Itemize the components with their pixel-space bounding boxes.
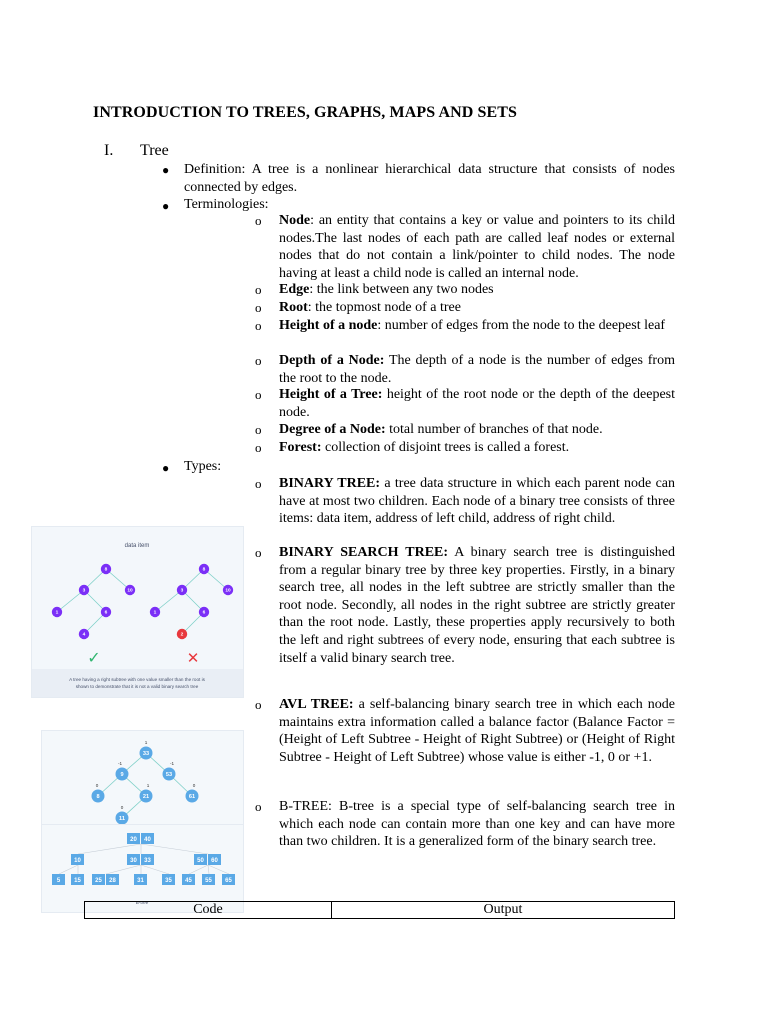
balance-factor: 1 xyxy=(146,783,150,788)
term-item xyxy=(279,421,675,439)
tree-edge xyxy=(78,844,141,854)
tree-edge xyxy=(189,865,208,874)
avl-node xyxy=(116,768,129,781)
type-item xyxy=(279,696,675,766)
btree-key: 5 xyxy=(56,878,61,884)
term-text: : number of edges from the node to the deepest leaf xyxy=(377,318,666,333)
bst-caption-1: A tree having a right subtree with one value smaller than the root is xyxy=(69,677,205,682)
node-value: 33 xyxy=(142,750,150,757)
node-value: 61 xyxy=(188,793,196,800)
tree-edge xyxy=(208,865,209,874)
definition-label: Definition: xyxy=(184,162,246,177)
node-value: 1 xyxy=(153,610,157,616)
avl-node xyxy=(163,768,176,781)
table-header-output: Output xyxy=(332,902,675,919)
term-item xyxy=(279,299,675,317)
section-number: I. xyxy=(104,142,114,159)
node-value: 4 xyxy=(82,632,86,638)
list-marker-icon: o xyxy=(255,318,262,333)
bst-node xyxy=(125,585,135,595)
node-value: 2 xyxy=(180,632,184,638)
balance-factor: 0 xyxy=(95,783,99,788)
bullet-icon: ● xyxy=(162,199,170,213)
bst-caption-2: shown to demonstrate that it is not a valid binary search tree xyxy=(75,684,199,689)
list-marker-icon: o xyxy=(255,213,262,228)
btree-key: 15 xyxy=(74,878,81,884)
node-value: 8 xyxy=(104,567,108,573)
bst-node xyxy=(223,585,233,595)
term-term: Depth of a Node: xyxy=(279,353,385,368)
code-output-table xyxy=(84,901,675,919)
type-item xyxy=(279,475,675,528)
term-item xyxy=(279,386,675,421)
tree-edge xyxy=(57,590,84,612)
bst-node xyxy=(79,585,89,595)
node-value: 11 xyxy=(119,815,125,822)
node-value: 6 xyxy=(202,610,206,616)
term-text: collection of disjoint trees is called a forest. xyxy=(321,440,570,455)
btree-node xyxy=(71,854,84,865)
term-item xyxy=(279,439,675,457)
bst-node xyxy=(150,607,160,617)
avl-node xyxy=(140,790,153,803)
btree-key: 25 xyxy=(95,878,102,884)
type-item xyxy=(279,798,675,851)
term-term: Height of a Tree: xyxy=(279,387,383,402)
term-term: Forest: xyxy=(279,440,322,455)
type-term: AVL TREE: xyxy=(279,697,354,712)
balance-factor: -1 xyxy=(117,761,123,766)
avl-node xyxy=(92,790,105,803)
bst-valid-tree xyxy=(52,564,135,639)
node-value: 21 xyxy=(142,793,150,800)
section-label: Tree xyxy=(140,142,169,159)
list-marker-icon: o xyxy=(255,799,262,814)
term-term: Height of a node xyxy=(279,318,378,333)
terminologies-label: Terminologies: xyxy=(184,197,269,212)
bst-node xyxy=(79,629,89,639)
type-text: B-TREE: B-tree is a special type of self-balancing search tree in which each node can contain more than one key and can have more than two children. It is a generalized form of the binary search tree. xyxy=(279,799,675,850)
tree-edge xyxy=(106,865,141,874)
tree-edge xyxy=(208,865,229,874)
btree-key: 35 xyxy=(165,878,172,884)
list-marker-icon: o xyxy=(255,282,262,297)
btree-key: 60 xyxy=(211,858,218,864)
node-value: 3 xyxy=(180,588,184,594)
balance-factor: 0 xyxy=(192,783,196,788)
type-text: A binary search tree is distinguished from a regular binary tree by three key properties. Firstly, in a binary search tree, all nodes in the left subtree are strictly smaller than the root node. Secondly, all nodes in the right subtree are strictly greater than the root node. Lastly, these properties apply recursively to both the left and right subtrees of every node, ensuring that each subtree is itself a valid binary search tree. xyxy=(279,545,676,666)
tree-edge xyxy=(59,865,78,874)
bullet-icon: ● xyxy=(162,461,170,475)
bst-header: data item xyxy=(124,543,150,549)
term-text: The depth of a node is the number of edges from the root to the node. xyxy=(279,353,675,386)
bst-invalid-tree xyxy=(150,564,233,639)
term-term: Edge xyxy=(279,282,310,297)
type-term: BINARY TREE: xyxy=(279,476,381,491)
list-marker-icon: o xyxy=(255,353,262,368)
list-marker-icon: o xyxy=(255,476,262,491)
list-marker-icon: o xyxy=(255,545,262,560)
btree-key: 10 xyxy=(74,858,81,864)
document-title: INTRODUCTION TO TREES, GRAPHS, MAPS AND SETS xyxy=(93,104,518,121)
btree-diagram xyxy=(42,825,243,912)
node-value: 10 xyxy=(225,588,231,594)
btree-node xyxy=(92,874,119,885)
node-value: 9 xyxy=(120,771,124,778)
bullet-icon: ● xyxy=(162,163,170,177)
btree-key: 33 xyxy=(144,858,151,864)
balance-factor: 1 xyxy=(144,740,148,745)
tree-edge xyxy=(155,590,182,612)
avl-diagram xyxy=(42,731,243,827)
term-item xyxy=(279,212,675,282)
definition-text: A tree is a nonlinear hierarchical data structure that consists of nodes connected by edges. xyxy=(184,162,675,195)
term-term: Node xyxy=(279,213,311,228)
btree-caption: B-tree xyxy=(135,900,149,905)
node-value: 10 xyxy=(127,588,133,594)
type-term: BINARY SEARCH TREE: xyxy=(279,545,449,560)
type-item xyxy=(279,544,675,667)
list-marker-icon: o xyxy=(255,440,262,455)
term-text: height of the root node or the depth of the deepest node. xyxy=(279,387,676,420)
term-text: total number of branches of that node. xyxy=(385,422,603,437)
btree-key: 45 xyxy=(185,878,192,884)
btree-key: 30 xyxy=(130,858,137,864)
bst-node xyxy=(177,585,187,595)
list-marker-icon: o xyxy=(255,387,262,402)
btree-key: 50 xyxy=(197,858,204,864)
term-term: Degree of a Node: xyxy=(279,422,386,437)
tree-edge xyxy=(141,844,208,854)
btree-key: 55 xyxy=(205,878,212,884)
type-text: a tree data structure in which each parent node can have at most two children. Each node of a binary tree consists of three items: data item, address of left child, address of right child. xyxy=(279,476,676,527)
list-marker-icon: o xyxy=(255,697,262,712)
bst-node xyxy=(101,564,111,574)
balance-factor: 0 xyxy=(120,805,124,810)
balance-factor: -1 xyxy=(169,761,175,766)
types-label: Types: xyxy=(184,459,222,474)
type-text: a self-balancing binary search tree in which each node maintains extra information called a balance factor (Balance Factor = (Height of Left Subtree - Height of Right Subtree) or (Height of Right Subtree - Height of Left Subtree) whose value is either -1, 0 or +1. xyxy=(279,697,676,765)
btree-node xyxy=(182,874,195,885)
node-value: 6 xyxy=(104,610,108,616)
cross-icon: ✕ xyxy=(186,649,200,667)
term-text: : the topmost node of a tree xyxy=(307,300,461,315)
btree-node xyxy=(127,833,154,844)
bst-node xyxy=(52,607,62,617)
term-text: : an entity that contains a key or value and pointers to its child nodes.The last nodes of each path are called leaf nodes or external nodes that do not contain a link/pointer to child nodes. The node having at least a child node is called an internal node. xyxy=(279,213,675,281)
term-item xyxy=(279,352,675,387)
btree-figure xyxy=(41,824,244,913)
btree-node xyxy=(202,874,215,885)
btree-node xyxy=(222,874,235,885)
bst-node xyxy=(101,607,111,617)
list-marker-icon: o xyxy=(255,300,262,315)
node-value: 8 xyxy=(96,793,100,800)
bst-figure xyxy=(31,526,244,698)
term-term: Root xyxy=(279,300,308,315)
term-item xyxy=(279,281,675,299)
check-icon: ✓ xyxy=(87,648,101,667)
definition-paragraph xyxy=(184,161,675,196)
btree-node xyxy=(134,874,147,885)
btree-node xyxy=(71,874,84,885)
avl-node xyxy=(116,812,129,825)
bst-diagram xyxy=(32,527,243,697)
avl-node xyxy=(140,747,153,760)
btree-node xyxy=(194,854,221,865)
btree-key: 20 xyxy=(130,837,137,843)
node-value: 1 xyxy=(55,610,59,616)
bst-node xyxy=(177,629,187,639)
btree-key: 40 xyxy=(144,837,151,843)
btree-node xyxy=(52,874,65,885)
btree-node xyxy=(127,854,154,865)
bst-node xyxy=(199,564,209,574)
avl-figure xyxy=(41,730,244,828)
btree-key: 28 xyxy=(109,878,116,884)
node-value: 53 xyxy=(165,771,173,778)
btree-key: 65 xyxy=(225,878,232,884)
table-header-code: Code xyxy=(85,902,332,919)
list-marker-icon: o xyxy=(255,422,262,437)
btree-node xyxy=(162,874,175,885)
avl-node xyxy=(186,790,199,803)
term-text: : the link between any two nodes xyxy=(309,282,494,297)
node-value: 3 xyxy=(82,588,86,594)
node-value: 8 xyxy=(202,567,206,573)
btree-key: 31 xyxy=(137,878,144,884)
bst-node xyxy=(199,607,209,617)
term-item xyxy=(279,317,675,335)
tree-edge xyxy=(141,865,169,874)
